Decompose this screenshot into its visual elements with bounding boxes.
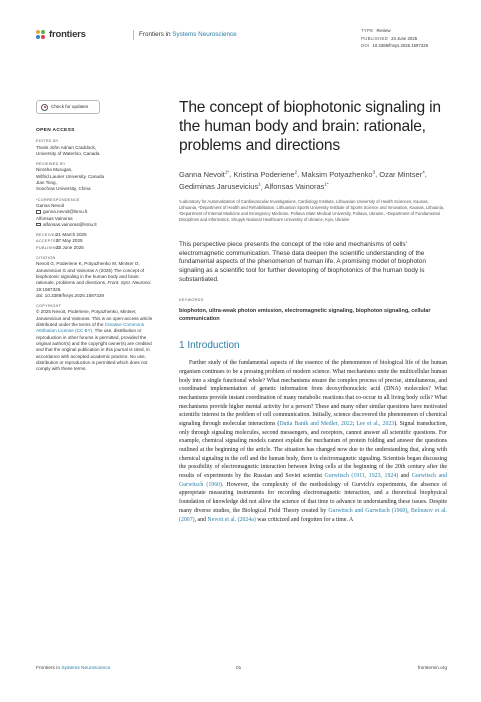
check-for-updates-button[interactable] <box>36 100 100 114</box>
accepted-value: 27 May 2025 <box>56 238 83 244</box>
abstract: This perspective piece presents the concept of the role and mechanisms of cells' electromagnetic communication. These data deepen the scientific understanding of the fundamental aspects of the phenomenon of human life. A promising model of biophoton signaling as a scientific tool for further developing of biophotonics of the human body is substantiated. <box>179 241 426 283</box>
body-text-run: , <box>407 507 411 514</box>
mail-icon <box>36 210 41 214</box>
keywords-label: KEYWORDS <box>179 298 204 303</box>
editor-line: University of Waterloo, Canada <box>36 150 100 156</box>
reviewer-line: Nirosha Murugan, <box>36 167 73 173</box>
received-value: 21 March 2025 <box>56 232 87 238</box>
citation-journal: Front. Syst. Neurosci. <box>107 280 152 286</box>
dates-section <box>36 232 154 251</box>
reference-link[interactable]: Belousov et al. (2007) <box>179 507 447 523</box>
author-name[interactable]: Gediminas Jarusevicius$^1$ <box>179 181 261 192</box>
open-access-label: OPEN ACCESS <box>36 128 75 133</box>
reference-link[interactable]: Dutta Banik and Medler, 2022 <box>279 420 353 427</box>
email-text: ganna.nevoit@lsmu.lt <box>43 209 88 215</box>
body-text-run: Further study of the fundamental aspects of the essence of the phenomenon of biological life of the human organism continues to be a pressing problem of modern science. What mechanisms unite the multicellular human body into a single functional whole? What mechanisms ensure the complex process of precise, simultaneous, and coordinated implementation of genetic information from deoxyribonucleic acid (DNA) molecules? What mechanisms provide instant coordination of many metabolic reactions that co-occur in all living body cells? What mechanisms provide higher mental activity for a person? These and many other similar questions have motivated scientific interest in the problem of cell communication. Initially, science discovered the phenomenon of chemical signaling through molecular interactions ( <box>179 360 447 427</box>
edited-by-label: EDITED BY <box>36 139 59 144</box>
accepted-label: ACCEPTED <box>36 239 60 244</box>
journal-prefix: Frontiers in <box>139 31 173 38</box>
affiliations: ¹Laboratory for Automatization of Cardiovascular Investigations, Cardiology Institute, Lithuanian University of Health Sciences, Kaunas, Lithuania, ²Department of Health and Rehabilitation, Lithuanian Sports University Institute of Sports Science and Innovation, Kaunas, Lithuania, ³Department of Internal Medicine and Emergency Medicine, Poltava State Medical University, Poltava, Ukraine, ⁴Department of Fundamental Disciplines and Informatics, Shupyk National Healthcare University of Ukraine, Kyiv, Ukraine <box>179 198 445 223</box>
published-date-value: 23 June 2025 <box>56 244 84 250</box>
email-link[interactable] <box>36 222 154 228</box>
footer-site-link[interactable]: frontiersin.org <box>417 666 447 671</box>
footer-journal <box>36 666 110 671</box>
reviewed-by-section <box>36 161 154 192</box>
copyright-section <box>36 303 154 372</box>
author-affiliation-mark: 3 <box>372 169 376 174</box>
body-text-run: ). Signal transduction, only through signaling molecules, second messengers, and receptors, cannot answer all scientific questions. For example, chemical signaling models cannot explain the mechanism of protein folding and answer the questions outlined at the beginning of the article. The situation has changed now due to the understanding that, along with chemical signaling in the cell and the human body, there is electromagnetic signaling. Scientists began discussing the possibility of electromagnetic interaction between living cells at the beginning of the 20th century after the results of experiments by the Russian and Soviet scientist <box>179 420 447 480</box>
reviewer-line: Wilfrid Laurier University, Canada <box>36 173 105 179</box>
author-name[interactable]: Ganna Nevoit$^{1*}$ <box>179 169 230 179</box>
received-label: RECEIVED <box>36 233 58 238</box>
citation-label: CITATION <box>36 256 56 261</box>
reference-link[interactable]: Gurwitsch and Gurwitsch (1960) <box>179 473 448 488</box>
check-updates-label: Check for updates <box>51 103 89 109</box>
edited-by-section <box>36 138 154 157</box>
copyright-text: © 2025 Nevoit, Poderiene, Potyazhenko, Mintser, Jarusevicius and Vainoras. This is an open-access article distributed under the terms of the <box>36 309 153 328</box>
page-header <box>36 27 456 47</box>
journal-title: Systems Neuroscience <box>172 31 237 38</box>
keywords: biophoton, ultra-weak photon emission, electromagnetic signaling, biophoton signaling, cellular communication <box>179 308 431 323</box>
citation-text: Nevoit G, Poderiene K, Potyazhenko M, Mintser O, Jarusevicius G and Vainoras A (2025) The concept of biophotonic signaling in the human body and brain: rationale, problems and directions. <box>36 261 145 286</box>
body-text-run: was criticized and forgotten for a time. A <box>255 516 354 523</box>
page-number: 01 <box>236 666 242 671</box>
copyright-text-continued: The use, distribution or reproduction in other forums is permitted, provided the original author(s) and the copyright owner(s) are credited and that the original publication in this journal is cited, in accordance with accepted academic practice. No use, distribution or reproduction is permitted which does not comply with these terms. <box>36 328 152 372</box>
introduction-paragraph <box>179 359 447 524</box>
author-affiliation-mark: 1* <box>324 181 329 187</box>
copyright-label: COPYRIGHT <box>36 304 62 309</box>
author-affiliation-mark: 1 <box>258 181 261 187</box>
author-affiliation-mark: 4 <box>422 169 425 174</box>
reference-link[interactable]: Lee et al., 2023 <box>356 420 395 427</box>
reviewed-by-label: REVIEWED BY <box>36 162 66 167</box>
correspondence-section <box>36 197 154 228</box>
reference-link[interactable]: Nevoit et al. (2024a) <box>207 516 256 523</box>
author-name[interactable]: Ozar Mintser$^4$ <box>379 169 425 179</box>
body-text-run: , and <box>194 516 208 523</box>
type-value: Review <box>376 28 391 33</box>
author-affiliation-mark: 2 <box>294 169 298 174</box>
body-text-run: . However, the complexity of the methodology of Gurvich's experiments, the absence of appropriate measuring instruments for recording electromagnetic interaction, and a theoretical biophysical foundation of knowledge did not allow the science of that time to advance in understanding these issues. Despite many diverse studies, the Biological Field Theory created by <box>179 481 448 514</box>
page-footer <box>36 666 447 676</box>
license-link[interactable]: Creative Commons Attribution License (CC BY). <box>36 322 145 334</box>
correspondent-name: Alfonsas Vainoras <box>36 215 73 221</box>
editor-line: Travis John Adrian Craddock, <box>36 144 97 150</box>
footer-journal-name: Systems Neuroscience <box>61 666 111 671</box>
logo-text: frontiers <box>49 29 86 40</box>
doi-label: DOI <box>361 43 370 48</box>
correspondence-label: *CORRESPONDENCE <box>36 197 80 202</box>
email-text: alfonsas.vainoras@lsmu.lt <box>43 221 97 227</box>
main-column <box>179 98 447 524</box>
journal-name[interactable] <box>139 31 237 38</box>
author-name[interactable]: Maksim Potyazhenko$^3$ <box>301 169 376 179</box>
author-list: Ganna Nevoit$^{1*}$, Kristina Poderiene$^2$, Maksim Potyazhenko$^3$, Ozar Mintser$^4$, Gediminas Jarusevicius$^1$, Alfonsas Vainoras$^{1*}$ <box>179 169 427 192</box>
published-value: 23 June 2025 <box>391 35 418 41</box>
mail-icon <box>36 223 41 227</box>
article-meta <box>361 27 428 50</box>
citation-volume: 19:1597329. <box>36 286 62 292</box>
frontiers-logo-icon <box>36 30 46 40</box>
doi-value[interactable]: 10.3389/fnsys.2025.1597329 <box>372 43 428 48</box>
published-label: PUBLISHED <box>361 35 389 41</box>
update-check-icon <box>41 104 48 111</box>
reviewer-line: Jian Tong, <box>36 180 57 186</box>
footer-journal-prefix: Frontiers in <box>36 666 62 671</box>
article-title: The concept of biophotonic signaling in the human body and brain: rationale, problems and directions <box>179 99 441 154</box>
citation-doi[interactable]: doi: 10.3389/fnsys.2025.1597329 <box>36 292 104 298</box>
correspondent-name: Ganna Nevoit <box>36 202 65 208</box>
author-affiliation-mark: 1* <box>224 169 230 174</box>
sidebar <box>36 100 154 376</box>
header-divider <box>133 30 134 40</box>
citation-section <box>36 255 154 299</box>
section-title-introduction: 1 Introduction <box>179 340 240 352</box>
body-text-run: ; <box>352 420 357 427</box>
reference-link[interactable]: Gurwitsch and Gurwitsch (1960) <box>328 507 408 514</box>
published-date-label: PUBLISHED <box>36 245 61 250</box>
frontiers-logo[interactable] <box>36 29 86 40</box>
body-text-run: and <box>398 473 412 480</box>
reviewer-line: Soochow University, China <box>36 186 91 192</box>
reference-link[interactable]: Gurwitsch (1911, 1923, 1924) <box>324 473 399 480</box>
author-name[interactable]: Alfonsas Vainoras$^{1*}$ <box>264 181 329 192</box>
type-label: TYPE <box>361 28 374 33</box>
author-name[interactable]: Kristina Poderiene$^2$ <box>233 169 298 179</box>
